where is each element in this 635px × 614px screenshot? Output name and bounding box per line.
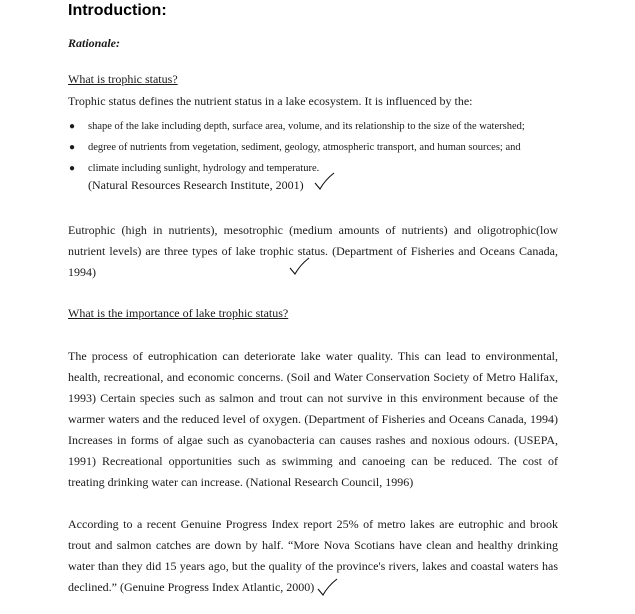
list-item-text: degree of nutrients from vegetation, sediment, geology, atmospheric transport, and human sources; and <box>88 142 521 153</box>
list-item <box>68 116 525 137</box>
page-title: Introduction: <box>68 2 167 19</box>
section1-paragraph: Eutrophic (high in nutrients), mesotrophic (medium amounts of nutrients) and oligotrophic(low nutrient levels) are three types of lake trophic status. (Department of Fisheries and Oceans Canada, 1994) <box>68 223 558 279</box>
checkmark-icon <box>288 257 310 277</box>
section-heading-importance: What is the importance of lake trophic status? <box>68 306 289 320</box>
section-heading-trophic-status: What is trophic status? <box>68 72 178 86</box>
section2-paragraph-gpi: According to a recent Genuine Progress Index report 25% of metro lakes are eutrophic and brook trout and salmon catches are down by half. “More Nova Scotians have clean and healthy drinking water than they did 15 years ago, but the quality of the province's rivers, lakes and coastal waters has declined.” (Genuine Progress Index Atlantic, 2000) <box>68 517 558 594</box>
list-item-text: shape of the lake including depth, surface area, volume, and its relationship to the size of the watershed; <box>88 121 525 132</box>
subtitle-rationale: Rationale: <box>68 36 121 50</box>
bullet-icon: ● <box>69 163 76 174</box>
list-item-text: climate including sunlight, hydrology and temperature. <box>88 163 320 174</box>
factor-list <box>68 116 525 179</box>
section1-intro: Trophic status defines the nutrient status in a lake ecosystem. It is influenced by the: <box>68 94 473 108</box>
bullet-icon: ● <box>69 121 76 132</box>
checkmark-icon <box>316 578 338 598</box>
section2-paragraph-eutrophication: The process of eutrophication can deteriorate lake water quality. This can lead to environmental, health, recreational, and economic concerns. (Soil and Water Conservation Society of Metro Halifax, 1993) Certain species such as salmon and trout can not survive in this environment because of the warmer waters and the reduced level of oxygen. (Department of Fisheries and Oceans Canada, 1994) Increases in forms of algae such as cyanobacteria can causes rashes and noxious odours. (USEPA, 1991) Recreational opportunities such as swimming and canoeing can be reduced. The cost of treating drinking water can increase. (National Research Council, 1996) <box>68 349 558 489</box>
checkmark-icon <box>313 172 335 192</box>
list-item <box>68 137 525 158</box>
bullet-icon: ● <box>69 142 76 153</box>
list-item <box>68 158 525 179</box>
citation-nrri: (Natural Resources Research Institute, 2001) <box>88 178 304 192</box>
